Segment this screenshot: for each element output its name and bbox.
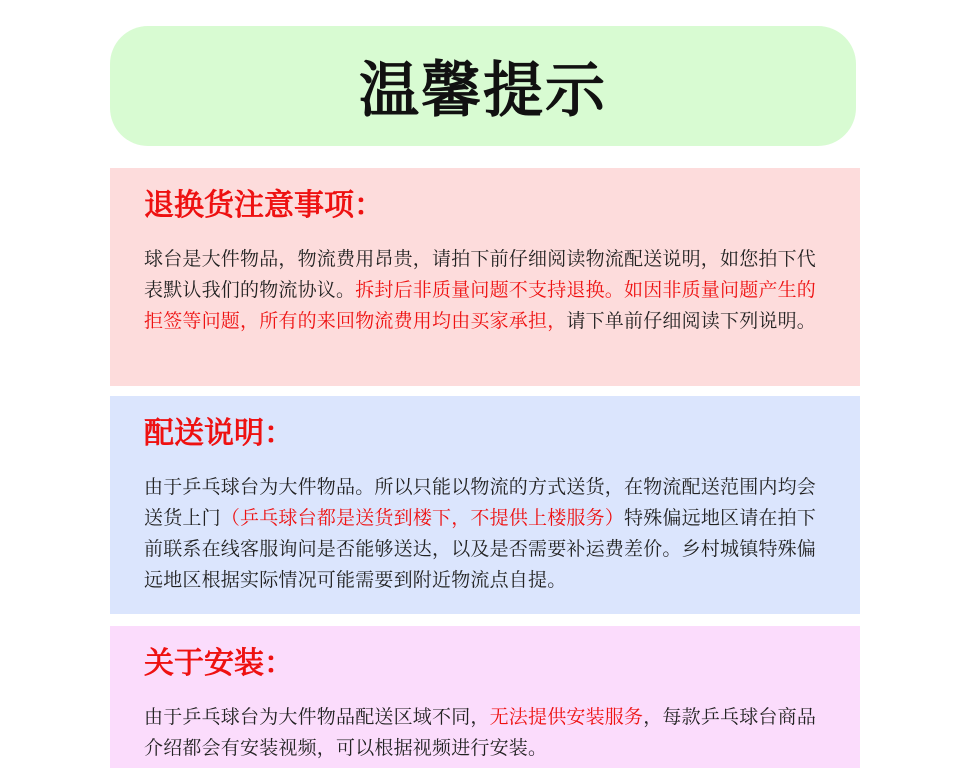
section-heading: 退换货注意事项： xyxy=(144,188,384,223)
section-heading: 关于安装： xyxy=(144,646,294,681)
return-policy-section xyxy=(110,168,860,386)
highlight-text: 拆封后非质量问题不支持退换。如因非质量问题产生的拒签等问题，所有的来回物流费用均由买家承担， xyxy=(144,279,817,332)
body-text: 请下单前仔细阅读下列说明。 xyxy=(566,310,817,332)
body-text: 由于乒乓球台为大件物品配送区域不同， xyxy=(144,706,490,728)
section-body xyxy=(144,472,820,596)
page-title: 温馨提示 xyxy=(359,56,607,126)
title-banner xyxy=(110,26,856,146)
section-heading: 配送说明： xyxy=(144,416,294,451)
highlight-text: （乒乓球台都是送货到楼下，不提供上楼服务） xyxy=(220,507,625,529)
body-text: ，每款乒乓球台商品介绍都会有安装视频，可以根据视频进行安装。 xyxy=(144,706,817,759)
delivery-section xyxy=(110,396,860,614)
section-body xyxy=(144,702,820,764)
body-text: 由于乒乓球台为大件物品。所以只能以物流的方式送货，在物流配送范围内均会送货上门 xyxy=(144,476,817,529)
highlight-text: 无法提供安装服务 xyxy=(489,706,644,728)
section-body xyxy=(144,244,820,337)
installation-section xyxy=(110,626,860,768)
body-text: 特殊偏远地区请在拍下前联系在线客服询问是否能够送达，以及是否需要补运费差价。乡村城镇特殊偏远地区根据实际情况可能需要到附近物流点自提。 xyxy=(144,507,817,591)
body-text: 球台是大件物品，物流费用昂贵，请拍下前仔细阅读物流配送说明，如您拍下代表默认我们的物流协议。 xyxy=(144,248,817,301)
